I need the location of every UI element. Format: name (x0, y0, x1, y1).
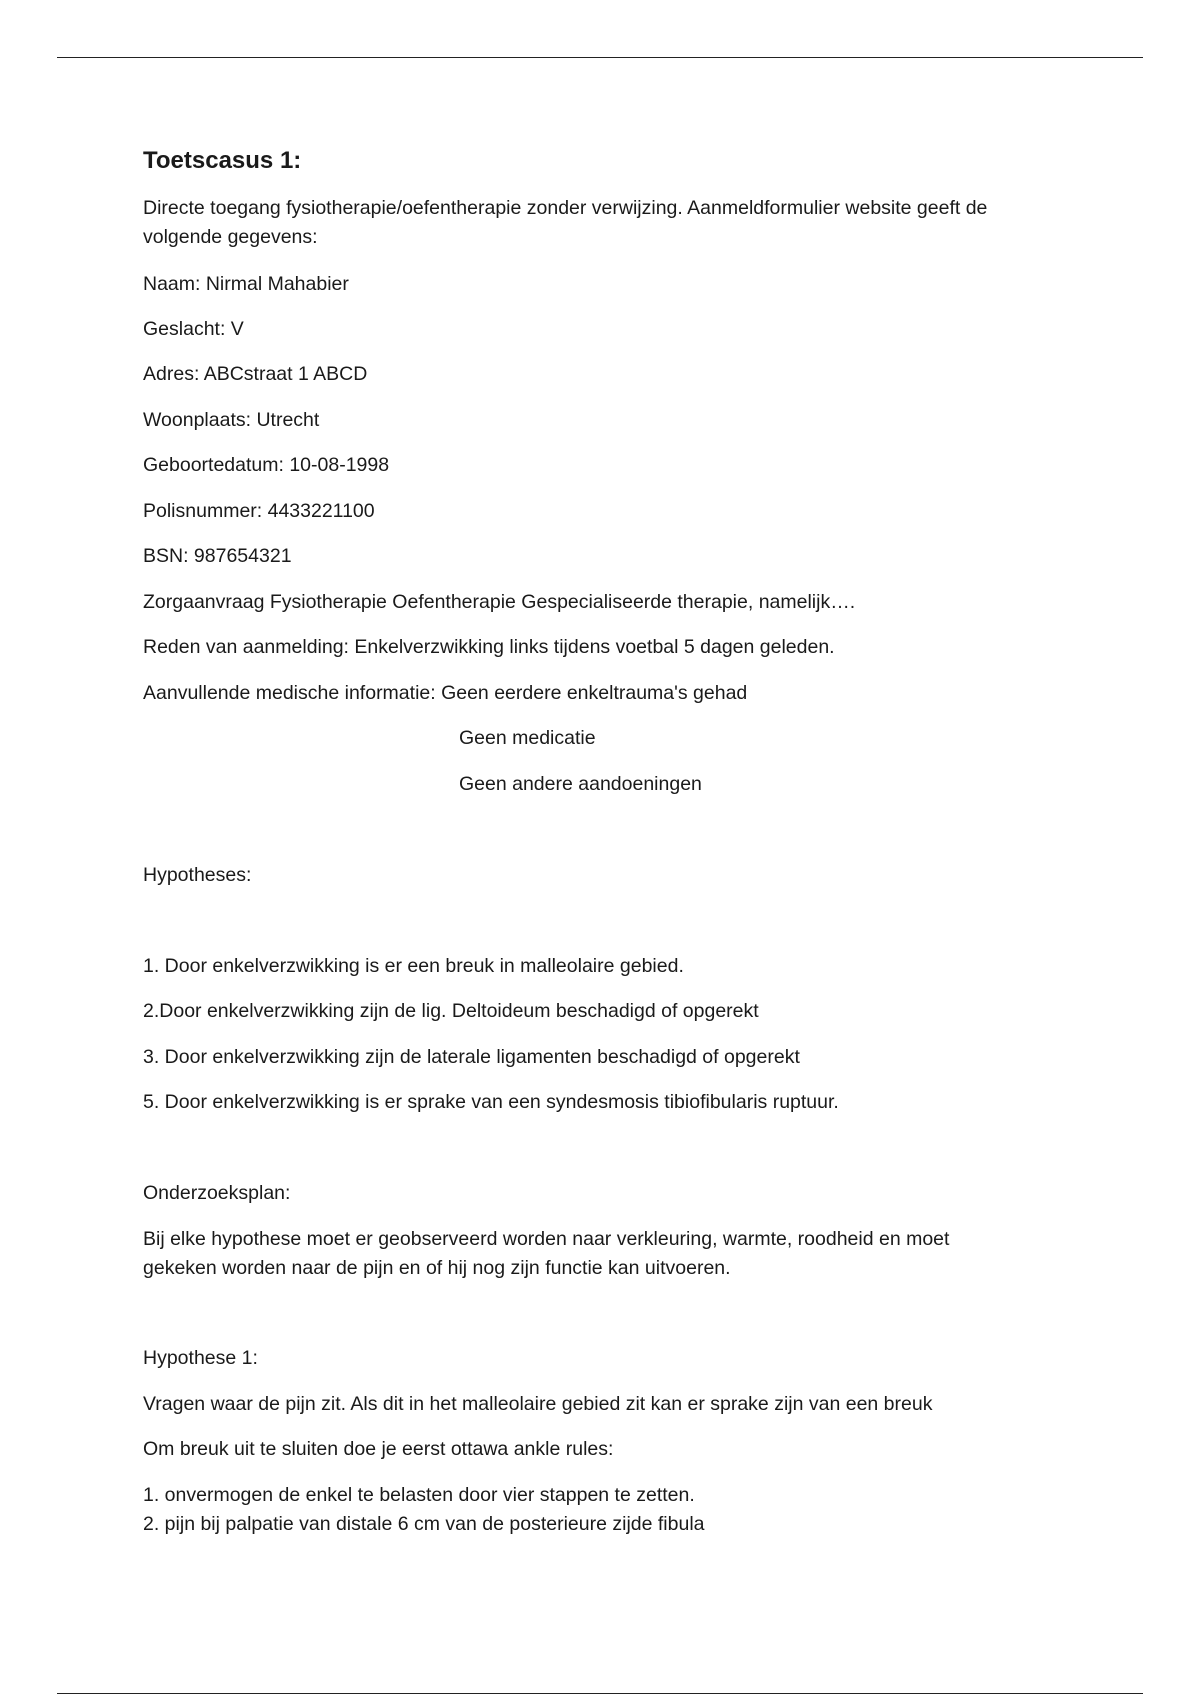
field-woonplaats: Woonplaats: Utrecht (143, 409, 320, 431)
hypothesis-item: 5. Door enkelverzwikking is er sprake van een syndesmosis tibiofibularis ruptuur. (143, 1091, 839, 1113)
field-geslacht: Geslacht: V (143, 318, 244, 340)
ottawa-rule-item: 2. pijn bij palpatie van distale 6 cm van de posterieure zijde fibula (143, 1513, 705, 1535)
page-title: Toetscasus 1: (143, 147, 302, 174)
field-aanvullend-aandoeningen: Geen andere aandoeningen (459, 773, 702, 795)
hypothesis-item: 3. Door enkelverzwikking zijn de laterale ligamenten beschadigd of opgerekt (143, 1046, 800, 1068)
hypothese-1-line: Vragen waar de pijn zit. Als dit in het malleolaire gebied zit kan er sprake zijn van een breuk (143, 1393, 933, 1415)
onderzoeksplan-line: gekeken worden naar de pijn en of hij nog zijn functie kan uitvoeren. (143, 1257, 731, 1279)
intro-paragraph: Directe toegang fysiotherapie/oefentherapie zonder verwijzing. Aanmeldformulier website geeft de volgende gegevens: (143, 197, 988, 248)
field-aanvullend: Aanvullende medische informatie: Geen eerdere enkeltrauma's gehad (143, 682, 748, 704)
onderzoeksplan-heading: Onderzoeksplan: (143, 1182, 291, 1204)
field-naam: Naam: Nirmal Mahabier (143, 273, 349, 295)
field-adres: Adres: ABCstraat 1 ABCD (143, 363, 368, 385)
onderzoeksplan-line: Bij elke hypothese moet er geobserveerd worden naar verkleuring, warmte, roodheid en moet (143, 1228, 950, 1250)
field-zorgaanvraag: Zorgaanvraag Fysiotherapie Oefentherapie Gespecialiseerde therapie, namelijk…. (143, 591, 856, 613)
field-geboortedatum: Geboortedatum: 10-08-1998 (143, 454, 390, 476)
footer-rule (57, 1693, 1143, 1694)
hypothesis-item: 2.Door enkelverzwikking zijn de lig. Deltoideum beschadigd of opgerekt (143, 1000, 759, 1022)
ottawa-rule-item: 1. onvermogen de enkel te belasten door vier stappen te zetten. (143, 1484, 695, 1506)
field-aanvullend-medicatie: Geen medicatie (459, 727, 596, 749)
hypothesis-item: 1. Door enkelverzwikking is er een breuk in malleolaire gebied. (143, 955, 684, 977)
hypotheses-heading: Hypotheses: (143, 864, 252, 886)
hypothese-1-heading: Hypothese 1: (143, 1347, 258, 1369)
field-reden: Reden van aanmelding: Enkelverzwikking links tijdens voetbal 5 dagen geleden. (143, 636, 835, 658)
field-polisnummer: Polisnummer: 4433221100 (143, 500, 375, 522)
hypothese-1-line: Om breuk uit te sluiten doe je eerst ottawa ankle rules: (143, 1438, 614, 1460)
header-rule (57, 57, 1143, 58)
field-bsn: BSN: 987654321 (143, 545, 292, 567)
